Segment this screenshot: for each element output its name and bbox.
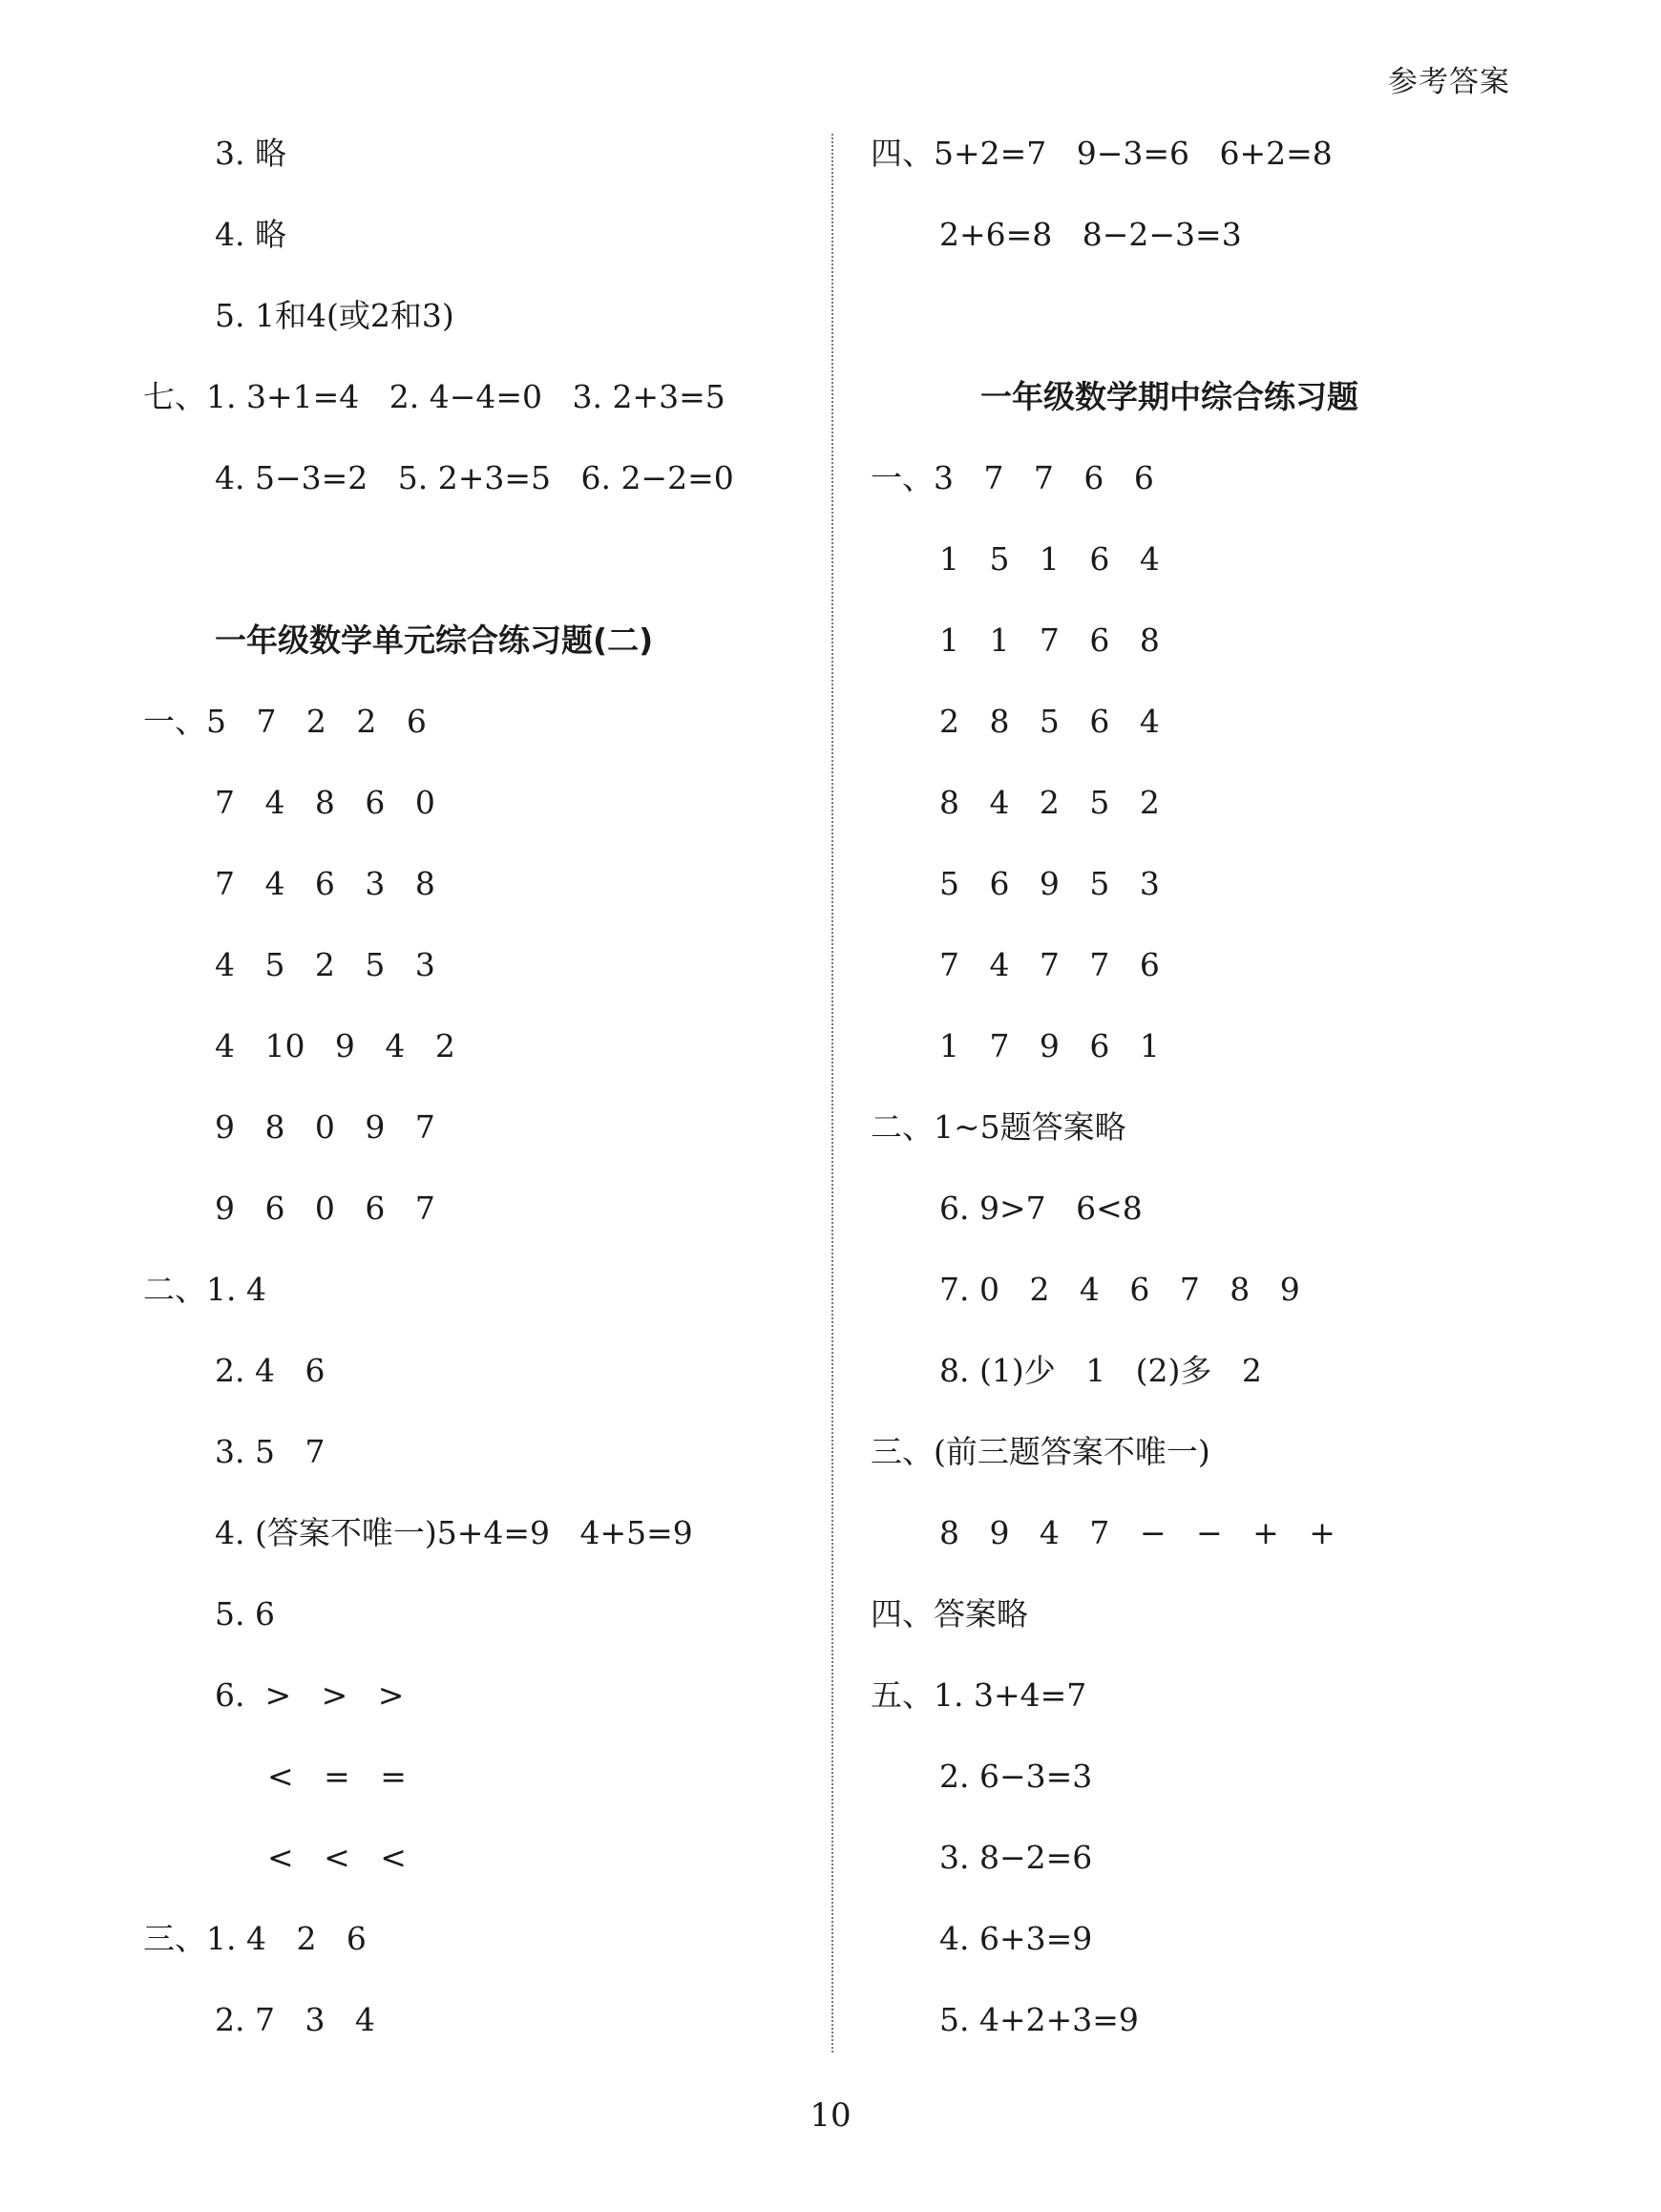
section-title-midterm: 一年级数学期中综合练习题 [980, 378, 1358, 415]
answer-line: 7 4 7 7 6 [939, 946, 1160, 983]
answer-line: 5 6 9 5 3 [939, 865, 1160, 902]
left-bottom-answers [143, 681, 802, 2060]
answer-line: 2. 4 6 [215, 1352, 326, 1389]
answer-line: 2+6=8 8−2−3=3 [939, 216, 1242, 253]
answer-line: 2. 6−3=3 [939, 1758, 1093, 1795]
answer-line: 一、5 7 2 2 6 [143, 703, 427, 740]
answer-line: 1 5 1 6 4 [939, 540, 1160, 578]
left-column [143, 113, 802, 2060]
answer-line: 5. 1和4(或2和3) [215, 297, 454, 334]
answer-line: 7 4 8 6 0 [215, 784, 435, 821]
answer-line: 2. 7 3 4 [215, 2001, 375, 2038]
answer-line: 4 10 9 4 2 [215, 1027, 455, 1064]
page-header: 参考答案 [1388, 65, 1510, 99]
answer-line: 6. 9>7 6<8 [939, 1190, 1143, 1227]
answer-line: 3. 5 7 [215, 1433, 326, 1470]
right-column [871, 113, 1558, 2060]
answer-line: 8 4 2 5 2 [939, 784, 1160, 821]
answer-line: 1 7 9 6 1 [939, 1027, 1160, 1064]
answer-line: 7 4 6 3 8 [215, 865, 435, 902]
answer-line: 二、1. 4 [143, 1271, 266, 1308]
answer-line: 7. 0 2 4 6 7 8 9 [939, 1271, 1300, 1308]
answer-line: 1 1 7 6 8 [939, 621, 1160, 659]
answer-line: 七、1. 3+1=4 2. 4−4=0 3. 2+3=5 [143, 378, 725, 415]
column-divider [831, 134, 833, 2053]
right-top-answers [871, 113, 1558, 275]
answer-line: 9 6 0 6 7 [215, 1190, 435, 1227]
answer-line: 4. 6+3=9 [939, 1920, 1093, 1957]
answer-line: < = = [267, 1758, 407, 1795]
answer-line: 6. > > > [215, 1676, 405, 1714]
answer-line: 三、1. 4 2 6 [143, 1920, 367, 1957]
answer-line: 5. 6 [215, 1595, 275, 1633]
page-number: 10 [809, 2096, 852, 2135]
answer-line: 5. 4+2+3=9 [939, 2001, 1139, 2038]
answer-line: 3. 略 [215, 135, 286, 172]
spacer [871, 275, 1558, 356]
spacer [143, 518, 802, 600]
answer-line: 4 5 2 5 3 [215, 946, 435, 983]
answer-line: 三、(前三题答案不唯一) [871, 1433, 1210, 1470]
answer-line: 二、1~5题答案略 [871, 1108, 1126, 1146]
answer-line: 四、答案略 [871, 1595, 1028, 1633]
answer-line: 8. (1)少 1 (2)多 2 [939, 1352, 1262, 1389]
answer-line: 4. 略 [215, 216, 286, 253]
answer-line: 3. 8−2=6 [939, 1839, 1093, 1876]
answer-line: 4. 5−3=2 5. 2+3=5 6. 2−2=0 [215, 459, 734, 496]
right-bottom-answers [871, 437, 1558, 2060]
answer-line: 4. (答案不唯一)5+4=9 4+5=9 [215, 1514, 693, 1551]
answer-line: 8 9 4 7 − − + + [939, 1514, 1335, 1551]
answer-line: 2 8 5 6 4 [939, 703, 1160, 740]
answer-line: 一、3 7 7 6 6 [871, 459, 1154, 496]
answer-line: 9 8 0 9 7 [215, 1108, 435, 1146]
left-top-answers [143, 113, 802, 518]
answer-line: < < < [267, 1839, 407, 1876]
answer-line: 五、1. 3+4=7 [871, 1676, 1087, 1714]
answer-line: 四、5+2=7 9−3=6 6+2=8 [871, 135, 1333, 172]
section-title-unit-2: 一年级数学单元综合练习题(二) [215, 621, 654, 659]
